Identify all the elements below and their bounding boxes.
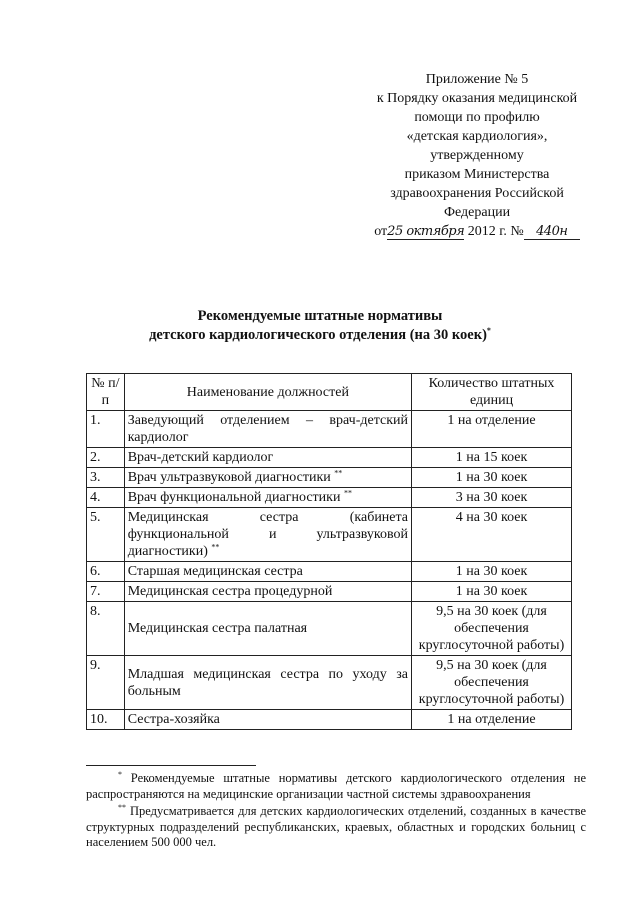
- footnote-mark: **: [334, 468, 343, 478]
- title-line-2: [0, 326, 640, 345]
- row-quantity: 9,5 на 30 коек (для обеспечения круглосуточной работы): [412, 602, 572, 656]
- row-position: [124, 468, 411, 488]
- document-title: [0, 307, 640, 345]
- appendix-line: к Порядку оказания медицинской: [376, 91, 578, 106]
- row-quantity: 1 на отделение: [412, 411, 572, 448]
- staffing-table: [86, 373, 572, 730]
- row-quantity: 1 на 15 коек: [412, 448, 572, 468]
- row-quantity: 4 на 30 коек: [412, 508, 572, 562]
- handwritten-date: 25 октября: [387, 224, 465, 239]
- table-row: [87, 508, 572, 562]
- appendix-line: помощи по профилю: [414, 110, 540, 125]
- table-row: [87, 488, 572, 508]
- row-position: Медицинская сестра процедурной: [124, 582, 411, 602]
- row-position: Сестра-хозяйка: [124, 710, 411, 730]
- header-quantity: Количество штатных единиц: [412, 374, 572, 411]
- row-position-text: Врач функциональной диагностики: [127, 490, 341, 505]
- table-header-row: [87, 374, 572, 411]
- row-number: 6.: [87, 562, 125, 582]
- row-quantity: 1 на отделение: [412, 710, 572, 730]
- footnote-mark: **: [211, 542, 220, 552]
- date-prefix: от: [374, 224, 388, 239]
- row-number: 2.: [87, 448, 125, 468]
- header-number: № п/п: [87, 374, 125, 411]
- footnote-mark: **: [343, 488, 352, 498]
- table-row: [87, 602, 572, 656]
- table-row: [87, 582, 572, 602]
- footnote-mark: *: [486, 326, 491, 336]
- footnote-divider: [86, 765, 256, 766]
- row-quantity: 3 на 30 коек: [412, 488, 572, 508]
- title-line-1: Рекомендуемые штатные нормативы: [197, 308, 443, 324]
- row-position: Врач-детский кардиолог: [124, 448, 411, 468]
- row-number: 4.: [87, 488, 125, 508]
- row-number: 7.: [87, 582, 125, 602]
- header-position: Наименование должностей: [124, 374, 411, 411]
- appendix-line: «детская кардиология»,: [406, 129, 548, 144]
- row-position: Старшая медицинская сестра: [124, 562, 411, 582]
- appendix-line: Федерации: [443, 205, 511, 220]
- row-quantity: 9,5 на 30 коек (для обеспечения круглосуточной работы): [412, 656, 572, 710]
- row-quantity: 1 на 30 коек: [412, 468, 572, 488]
- table-row: [87, 562, 572, 582]
- table-row: [87, 656, 572, 710]
- row-position: [124, 508, 411, 562]
- row-number: 9.: [87, 656, 125, 710]
- appendix-header: [368, 70, 586, 241]
- row-quantity: 1 на 30 коек: [412, 562, 572, 582]
- footnotes: [86, 771, 586, 853]
- appendix-line: Приложение № 5: [425, 72, 529, 87]
- row-position-text: Врач ультразвуковой диагностики: [127, 470, 331, 485]
- row-number: 1.: [87, 411, 125, 448]
- row-number: 5.: [87, 508, 125, 562]
- table-row: [87, 468, 572, 488]
- appendix-line: здравоохранения Российской: [390, 186, 564, 201]
- handwritten-order-number: 440н: [524, 224, 580, 240]
- row-position: [124, 488, 411, 508]
- row-number: 3.: [87, 468, 125, 488]
- row-position: Медицинская сестра палатная: [124, 602, 411, 656]
- footnote-2: [86, 804, 586, 851]
- appendix-line: приказом Министерства: [404, 167, 550, 182]
- title-line-2-text: детского кардиологического отделения (на 30 коек): [149, 327, 487, 343]
- row-position: Младшая медицинская сестра по уходу за больным: [124, 656, 411, 710]
- year-number-label: 2012 г. №: [467, 224, 524, 239]
- row-quantity: 1 на 30 коек: [412, 582, 572, 602]
- table-row: [87, 710, 572, 730]
- table-row: [87, 448, 572, 468]
- row-number: 10.: [87, 710, 125, 730]
- row-position-text: Медицинская сестра (кабинета функциональной и ультразвуковой диагностики): [127, 510, 409, 559]
- footnote-mark: *: [118, 769, 122, 779]
- footnote-mark: **: [118, 802, 126, 812]
- row-position: Заведующий отделением – врач-детский кардиолог: [124, 411, 411, 448]
- appendix-line: утвержденному: [430, 148, 524, 163]
- footnote-text: Предусматривается для детских кардиологических отделений, созданных в качестве структурных подразделений республиканских, краевых, областных и городских больниц с населением 500 000 чел.: [86, 804, 586, 849]
- footnote-text: Рекомендуемые штатные нормативы детского кардиологического отделения не распространяются на медицинские организации частной системы здравоохранения: [86, 771, 586, 801]
- table-row: [87, 411, 572, 448]
- row-number: 8.: [87, 602, 125, 656]
- order-date-number-line: [374, 222, 580, 241]
- footnote-1: [86, 771, 586, 802]
